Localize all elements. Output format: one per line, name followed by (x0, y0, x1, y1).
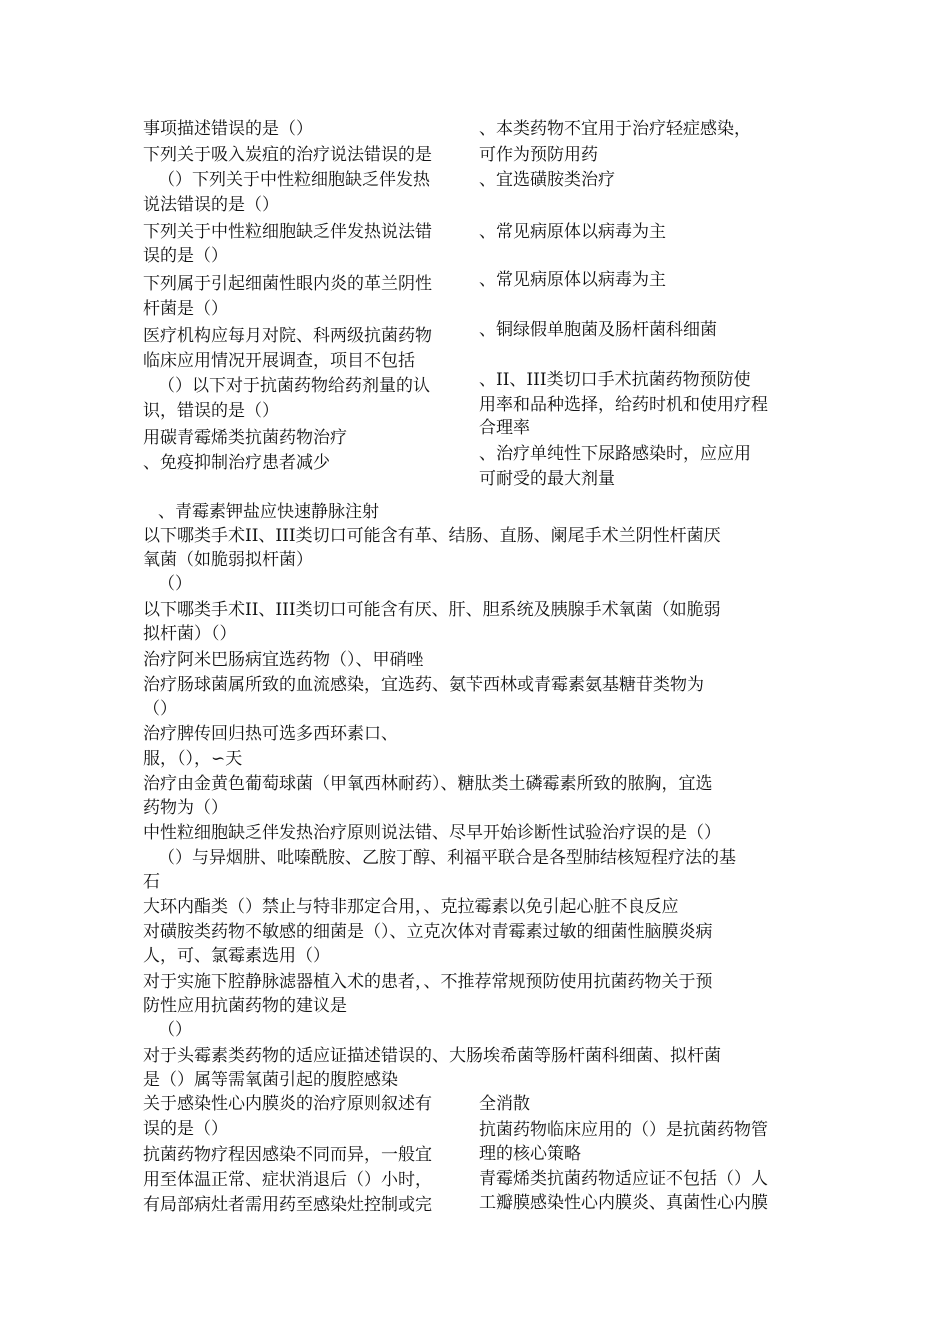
text-line: 、II、III类切口手术抗菌药物预防使 (479, 370, 751, 390)
text-line: （）与异烟肼、吡嗪酰胺、乙胺丁醇、利福平联合是各型肺结核短程疗法的基 (158, 848, 736, 868)
text-line: 可耐受的最大剂量 (479, 469, 615, 489)
text-line: 识，错误的是（） (143, 401, 279, 421)
text-line: 中性粒细胞缺乏伴发热治疗原则说法错、尽早开始诊断性试验治疗误的是（） (143, 823, 721, 843)
text-line: 抗菌药物临床应用的（）是抗菌药物管 (479, 1120, 768, 1140)
text-line: 以下哪类手术II、III类切口可能含有革、结肠、直肠、阑尾手术兰阴性杆菌厌 (143, 526, 721, 546)
text-line: 、宜选磺胺类治疗 (479, 170, 615, 190)
text-line: 拟杆菌）（） (143, 624, 237, 644)
text-line: 治疗由金黄色葡萄球菌（甲氧西林耐药）、糖肽类土磷霉素所致的脓胸，宜选 (143, 774, 713, 794)
text-line: 治疗脾传回归热可选多西环素口、 (143, 724, 398, 744)
text-line: 用至体温正常、症状消退后（）小时， (143, 1170, 432, 1190)
text-line: 是（）属等需氧菌引起的腹腔感染 (143, 1070, 398, 1090)
text-line: 医疗机构应每月对院、科两级抗菌药物 (143, 326, 432, 346)
text-line: 治疗肠球菌属所致的血流感染，宜选药、氨苄西林或青霉素氨基糖苷类物为 (143, 675, 704, 695)
text-line: 、免疫抑制治疗患者减少 (143, 453, 330, 473)
text-line: 下列关于吸入炭疽的治疗说法错误的是 (143, 145, 432, 165)
text-line: （） (158, 1020, 192, 1040)
text-line: 氧菌（如脆弱拟杆菌） (143, 550, 313, 570)
text-line: 、青霉素钾盐应快速静脉注射 (158, 502, 379, 522)
text-line: 青霉烯类抗菌药物适应证不包括（）人 (479, 1169, 768, 1189)
text-line: 大环内酯类（）禁止与特非那定合用，、克拉霉素以免引起心脏不良反应 (143, 897, 679, 917)
text-line: 、常见病原体以病毒为主 (479, 270, 666, 290)
text-line: 误的是（） (143, 246, 228, 266)
text-line: 误的是（） (143, 1119, 228, 1139)
text-line: 人，可、氯霉素选用（） (143, 946, 330, 966)
text-line: （）以下对于抗菌药物给药剂量的认 (158, 376, 430, 396)
text-line: （） (143, 699, 177, 719)
text-line: 防性应用抗菌药物的建议是 (143, 996, 347, 1016)
text-line: 下列关于中性粒细胞缺乏伴发热说法错 (143, 222, 432, 242)
text-line: 下列属于引起细菌性眼内炎的革兰阴性 (143, 274, 432, 294)
text-line: 、治疗单纯性下尿路感染时，应应用 (479, 444, 751, 464)
text-line: 对于头霉素类药物的适应证描述错误的、大肠埃希菌等肠杆菌科细菌、拟杆菌 (143, 1046, 721, 1066)
text-line: 可作为预防用药 (479, 145, 598, 165)
text-line: 关于感染性心内膜炎的治疗原则叙述有 (143, 1094, 432, 1114)
text-line: 对磺胺类药物不敏感的细菌是（）、立克次体对青霉素过敏的细菌性脑膜炎病 (143, 922, 713, 942)
text-line: 治疗阿米巴肠病宜选药物（）、甲硝唑 (143, 650, 424, 670)
text-line: 用率和品种选择，给药时机和使用疗程 (479, 395, 768, 415)
text-line: 有局部病灶者需用药至感染灶控制或完 (143, 1195, 432, 1215)
text-line: 理的核心策略 (479, 1144, 581, 1164)
text-line: 事项描述错误的是（） (143, 119, 313, 139)
text-line: 、铜绿假单胞菌及肠杆菌科细菌 (479, 320, 717, 340)
text-line: 说法错误的是（） (143, 195, 279, 215)
text-line: 以下哪类手术II、III类切口可能含有厌、肝、胆系统及胰腺手术氧菌（如脆弱 (143, 600, 721, 620)
text-line: 药物为（） (143, 798, 228, 818)
text-line: 抗菌药物疗程因感染不同而异，一般宜 (143, 1145, 432, 1165)
text-line: 用碳青霉烯类抗菌药物治疗 (143, 428, 347, 448)
text-line: 、常见病原体以病毒为主 (479, 222, 666, 242)
text-line: 服，（），∽天 (143, 749, 243, 769)
text-line: （）下列关于中性粒细胞缺乏伴发热 (158, 170, 430, 190)
text-line: 合理率 (479, 418, 530, 438)
text-line: 临床应用情况开展调查，项目不包括 (143, 351, 415, 371)
text-line: 杆菌是（） (143, 299, 228, 319)
text-line: 全消散 (479, 1094, 530, 1114)
text-line: 工瓣膜感染性心内膜炎、真菌性心内膜 (479, 1193, 768, 1213)
text-line: 石 (143, 872, 160, 892)
text-line: 对于实施下腔静脉滤器植入术的患者，、不推荐常规预防使用抗菌药物关于预 (143, 972, 713, 992)
text-line: （） (158, 574, 192, 594)
text-line: 、本类药物不宜用于治疗轻症感染， (479, 119, 751, 139)
